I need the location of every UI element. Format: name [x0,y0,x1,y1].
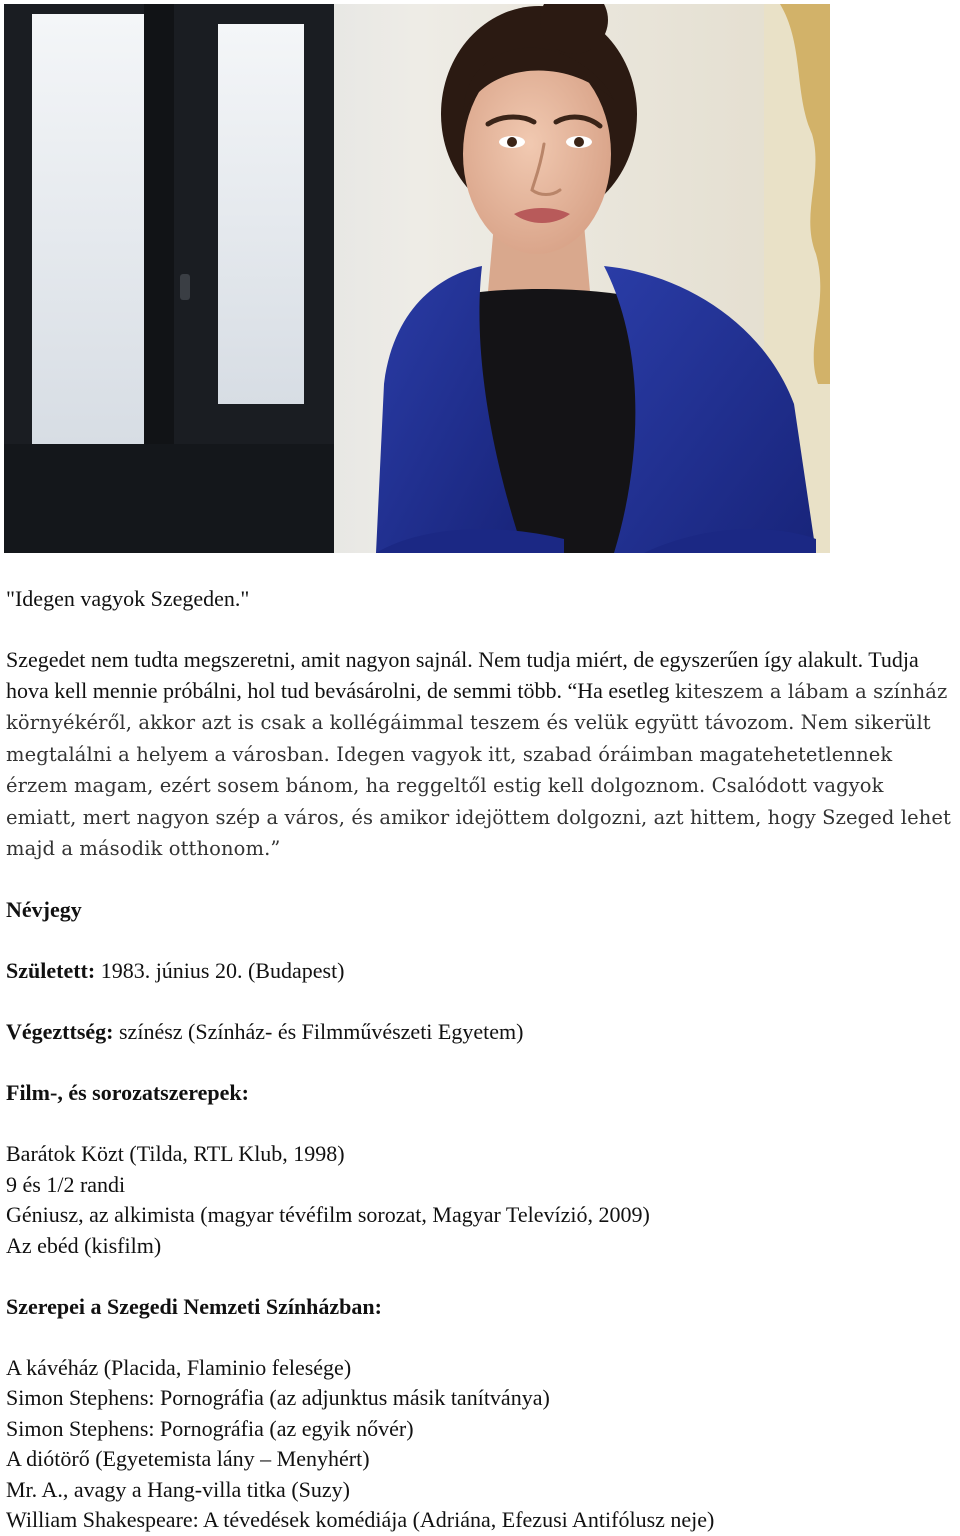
born-line [6,956,956,987]
window-pane-right [218,24,304,404]
profile-article [6,584,956,1536]
story-paragraph [6,645,956,865]
film-roles-heading: Film-, és sorozatszerepek: [6,1080,249,1105]
education-line [6,1017,956,1048]
theatre-role-item: William Shakespeare: A tévedések komédiája (Adriána, Efezusi Antifólusz neje) [6,1507,715,1532]
born-label: Született: [6,958,96,983]
theatre-role-item: Simon Stephens: Pornográfia (az adjunktus másik tanítványa) [6,1385,550,1410]
theatre-role-item: Simon Stephens: Pornográfia (az egyik nővér) [6,1415,414,1441]
story-paragraph-soft: kiteszem a lábam a színház környékéről, akkor azt is csak a kollégáimmal teszem és velük együtt távozom. Nem sikerült megtalálni a helyem a városban. Idegen vagyok itt, szabad óráimban magatehetetlennek érzem magam, ezért sosem bánom, ha reggeltől estig kell dolgoznom. Csalódott vagyok emiatt, mert nagyon szép a város, és amikor idejöttem dolgozni, azt hittem, hogy Szeged lehet majd a második otthonom.” [6,679,951,860]
quote-title: "Idegen vagyok Szegeden." [6,586,250,611]
theatre-role-item: Mr. A., avagy a Hang-villa titka (Suzy) [6,1476,350,1502]
film-role-item: Barátok Közt (Tilda, RTL Klub, 1998) [6,1141,345,1166]
film-role-item: 9 és 1/2 randi [6,1171,126,1197]
window-pane-left [32,14,144,444]
portrait-illustration [4,4,830,553]
theatre-role-item: A kávéház (Placida, Flaminio felesége) [6,1354,352,1380]
born-value: 1983. június 20. (Budapest) [95,958,345,983]
theatre-roles-heading: Szerepei a Szegedi Nemzeti Színházban: [6,1293,382,1319]
theatre-role-item: A diótörő (Egyetemista lány – Menyhért) [6,1446,370,1471]
education-value: színész (Színház- és Filmművészeti Egyetem) [113,1019,524,1044]
education-label: Végezttség: [6,1019,114,1044]
nevjegy-heading: Névjegy [6,897,82,922]
story-paragraph-plain: Szegedet nem tudta megszeretni, amit nagyon sajnál. Nem tudja miért, de egyszerűen így alakult. Tudja hova kell mennie próbálni, hol tud bevásárolni, de semmi több. “Ha esetleg [6,647,919,703]
window-handle [180,274,190,300]
film-role-item: Az ebéd (kisfilm) [6,1232,162,1258]
portrait-photo [4,4,830,553]
film-role-item: Géniusz, az alkimista (magyar tévéfilm sorozat, Magyar Televízió, 2009) [6,1202,650,1227]
